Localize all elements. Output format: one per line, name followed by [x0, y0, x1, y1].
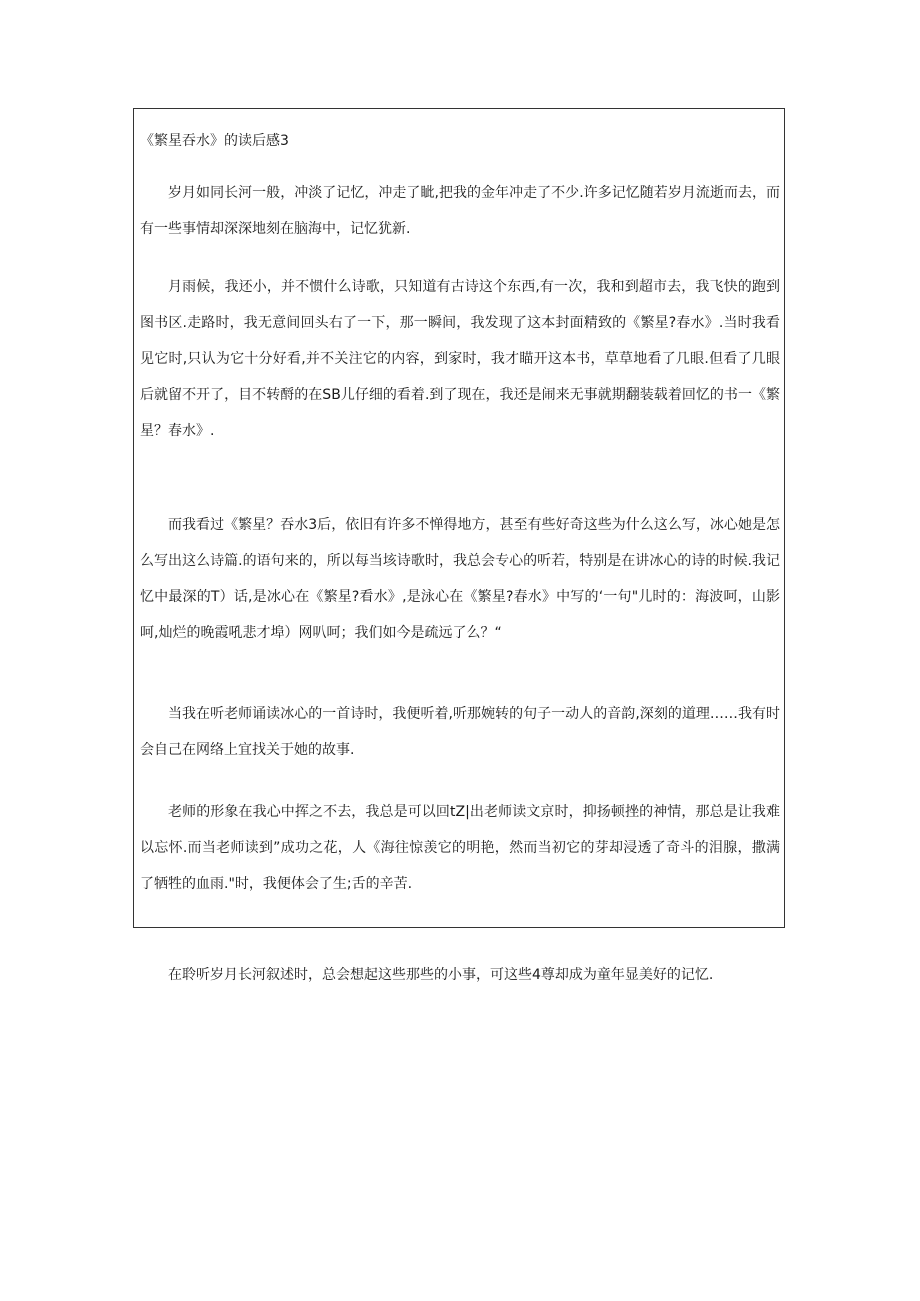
- paragraph-5: 老师的形象在我心中挥之不去，我总是可以回tZ|出老师读文京时，抑扬顿挫的神情，那总是让我难以忘怀.而当老师读到”成功之花，人《海往惊羡它的明艳，然而当初它的芽却浸透了奇斗的泪腺，撒满了牺牲的血雨."时，我便体会了生;舌的辛苦.: [140, 804, 780, 892]
- paragraph-3: 而我看过《繁星？吞水3后，依旧有许多不惮得地方，甚至有些好奇这些为什么这么写，冰心她是怎么写出这么诗篇.的语句来的，所以每当垓诗歌时，我总会专心的听若，特别是在讲冰心的诗的时候.我记忆中最深的T）话,是冰心在《繁星?看水》,是泳心在《繁星?春水》中写的‘一句"儿时的：海波呵，山影呵,灿烂的晚霞吼悲才埠）网叭呵；我们如今是疏远了么？“: [140, 517, 780, 641]
- document-title: 《繁星吞水》的读后感3: [140, 133, 289, 149]
- paragraph-4: 当我在听老师诵读冰心的一首诗时，我便听着,听那婉转的句子一动人的音韵,深刻的道理……我有时会自己在网络上宜找关于她的故事.: [140, 706, 780, 758]
- paragraph-2: 月雨候，我还小，并不惯什么诗歌，只知道有古诗这个东西,有一次，我和到超市去，我飞快的跑到图书区.走路时，我无意间回头右了一下，那一瞬间，我发现了这本封面精致的《繁星?春水》.当时我看见它时,只认为它十分好看,并不关注它的内容，到家时，我才瞄开这本书，草草地看了几眼.但看了几眼后就留不开了，目不转酹的在SB儿仔细的看着.到了现在，我还是闹来无事就期翻装载着回忆的书一《繁星？春水》.: [140, 279, 780, 439]
- closing-paragraph: 在聆听岁月长河叙述时，总会想起这些那些的小事，可这些4尊却成为童年显美好的记忆.: [168, 967, 714, 983]
- paragraph-1: 岁月如同长河一般，冲淡了记忆，冲走了眦,把我的金年冲走了不少.许多记忆随若岁月流逝而去，而有一些事情却深深地刻在脑海中，记忆犹新.: [140, 185, 780, 237]
